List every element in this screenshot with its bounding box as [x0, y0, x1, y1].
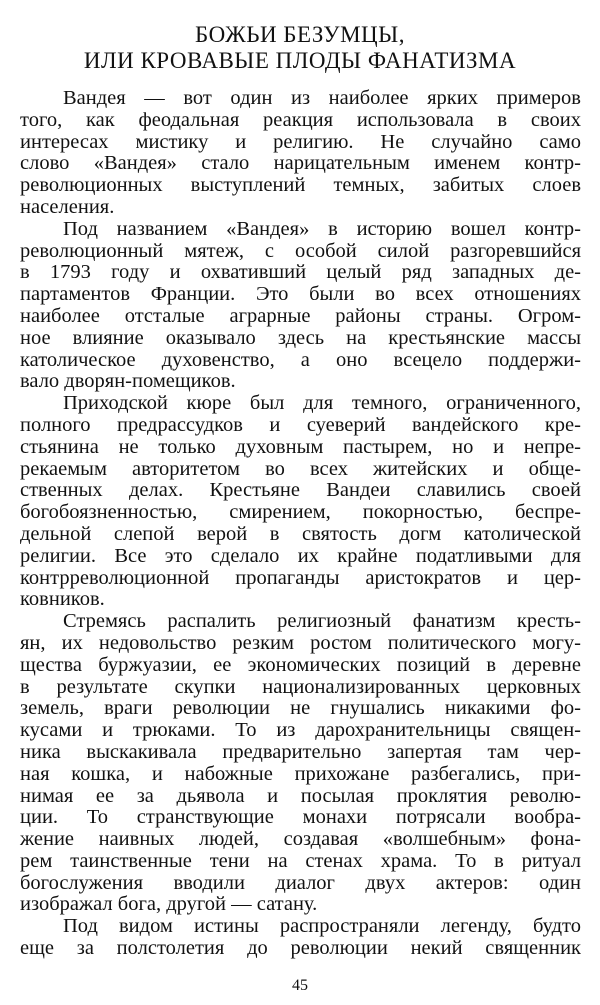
text-line: Под названием «Вандея» в историю вошел контр- [63, 217, 581, 240]
text-line: ции. То странствующие монахи потрясали вообра- [20, 806, 581, 829]
paragraph [20, 393, 581, 611]
text-line: религии. Все это сделало их крайне податливыми для [20, 544, 581, 567]
paragraph [20, 88, 581, 219]
paragraph [20, 916, 581, 960]
text-line: слово «Вандея» стало нарицательным именем контр- [20, 152, 581, 175]
chapter-title [0, 22, 600, 74]
text-line: земель, враги революции не гнушались никакими фо- [20, 697, 581, 720]
text-line: партаментов Франции. Это были во всех отношениях [20, 283, 581, 306]
paragraph [20, 611, 581, 916]
text-line: Вандея — вот один из наиболее ярких примеров [63, 87, 581, 109]
text-line: дельной слепой верой в святость догм католической [20, 522, 581, 545]
text-line: ника выскакивала предварительно запертая там чер- [20, 740, 581, 763]
text-line: ственных делах. Крестьяне Вандеи славились своей [20, 479, 581, 502]
chapter-title-line-1: БОЖЬИ БЕЗУМЦЫ, [195, 22, 405, 47]
text-line: в результате скупки национализированных церковных [20, 675, 581, 698]
text-line: жение наивных людей, создавая «волшебным» фона- [20, 828, 581, 851]
text-line: кусами и трюками. То из дарохранительницы священ- [20, 719, 581, 742]
text-line: Приходской кюре был для темного, ограниченного, [63, 392, 581, 415]
text-line: богобоязненностью, смирением, покорностью, беспре- [20, 501, 581, 524]
text-line: богослужения вводили диалог двух актеров: один [20, 871, 581, 894]
text-line: рекаемым авторитетом во всех житейских и обще- [20, 457, 581, 480]
text-line: контрреволюционной пропаганды аристократов и цер- [20, 566, 581, 589]
text-line: Стремясь распалить религиозный фанатизм кресть- [63, 610, 581, 633]
text-line: рем таинственные тени на стенах храма. То в ритуал [20, 849, 581, 872]
text-line: стьянина не только духовным пастырем, но и непре- [20, 435, 581, 458]
chapter-title-line-2: ИЛИ КРОВАВЫЕ ПЛОДЫ ФАНАТИЗМА [83, 48, 517, 73]
text-line: ковников. [20, 588, 105, 611]
text-line: изображал бога, другой — сатану. [20, 893, 318, 916]
text-line: щества буржуазии, ее экономических позиций в деревне [20, 653, 581, 676]
text-line: еще за полстолетия до революции некий священник [20, 937, 581, 960]
text-line: католическое духовенство, а оно всецело поддержи- [20, 348, 581, 371]
text-line: того, как феодальная реакция использовала в своих [20, 108, 581, 131]
text-line: революционный мятеж, с особой силой разгоревшийся [20, 239, 581, 262]
text-line: интересах мистику и религию. Не случайно само [20, 130, 581, 153]
text-line: ян, их недовольство резким ростом политического могу- [20, 631, 581, 654]
page-number: 45 [292, 977, 308, 994]
text-line: вало дворян-помещиков. [20, 370, 236, 393]
text-line: ное влияние оказывало здесь на крестьянские массы [20, 326, 581, 349]
text-line: населения. [20, 195, 115, 218]
text-line: нимая ее за дьявола и посылая проклятия револю- [20, 784, 581, 807]
text-line: революционных выступлений темных, забитых слоев [20, 174, 581, 197]
text-line: наиболее отсталые аграрные районы страны. Огром- [20, 304, 581, 327]
text-line: ная кошка, и набожные прихожане разбегались, при- [20, 762, 581, 785]
paragraph [20, 219, 581, 393]
body-text [20, 88, 581, 960]
text-line: полного предрассудков и суеверий вандейского кре- [20, 413, 581, 436]
text-line: в 1793 году и охвативший целый ряд западных де- [20, 261, 581, 284]
text-line: Под видом истины распространяли легенду, будто [63, 915, 581, 938]
